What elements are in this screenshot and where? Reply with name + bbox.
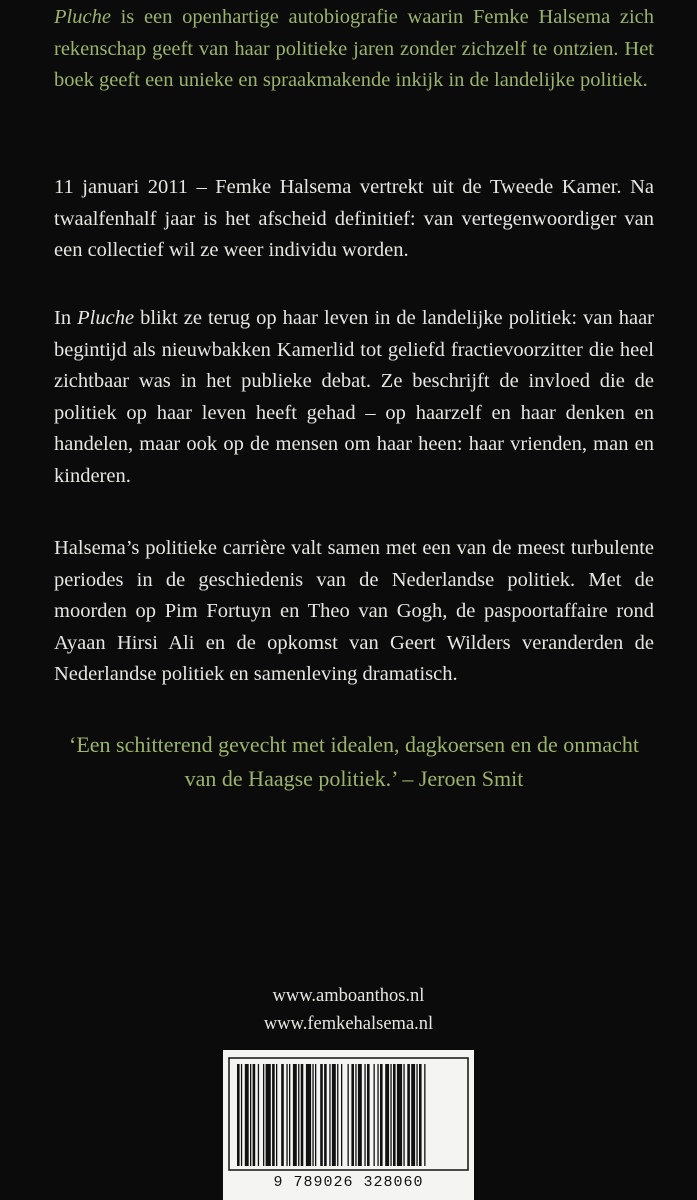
- paragraph-departure: 11 januari 2011 – Femke Halsema vertrekt uit de Tweede Kamer. Na twaalfenhalf jaar is het afscheid definitief: van vertegenwoordiger van een collectief wil ze weer individu worden.: [54, 176, 654, 261]
- barcode-bar: [374, 1064, 375, 1166]
- paragraph-reflection-lead: In: [54, 307, 78, 329]
- barcode-bar: [320, 1064, 323, 1166]
- barcode-bar: [286, 1064, 287, 1166]
- barcode-bar: [332, 1064, 336, 1166]
- paragraph-reflection: [54, 303, 654, 492]
- barcode-bar: [407, 1064, 410, 1166]
- barcode-bar: [385, 1064, 389, 1166]
- barcode-bar: [390, 1064, 391, 1166]
- website-url-author[interactable]: www.femkehalsema.nl: [263, 1014, 434, 1034]
- barcode-bar: [397, 1064, 402, 1166]
- barcode-bar: [424, 1064, 425, 1166]
- barcode-bar: [337, 1064, 338, 1166]
- barcode-bar: [276, 1064, 277, 1166]
- barcode-bar: [348, 1064, 349, 1166]
- barcode-bar: [355, 1064, 356, 1166]
- barcode-bar: [250, 1064, 251, 1166]
- barcode-bar: [298, 1064, 299, 1166]
- barcode-bar: [241, 1064, 242, 1166]
- website-list: [0, 982, 697, 1038]
- intro-paragraph: [54, 2, 654, 97]
- barcode-bar: [364, 1064, 365, 1166]
- barcode-bar: [266, 1064, 271, 1166]
- isbn-number: 9 789026 328060: [273, 1174, 424, 1191]
- intro-text: is een openhartige autobiografie waarin Femke Halsema zich rekenschap geeft van haar politieke jaren zonder zichzelf te ontzien. Het boek geeft een unieke en spraakmakende inkijk in de landelijke politiek.: [54, 6, 654, 91]
- barcode-bars: [223, 1050, 474, 1174]
- barcode-bar: [419, 1064, 422, 1166]
- barcode-bar: [411, 1064, 415, 1166]
- barcode-bar: [329, 1064, 330, 1166]
- barcode-bar: [358, 1064, 362, 1166]
- barcode-bar: [367, 1064, 370, 1166]
- barcode-bar: [301, 1064, 304, 1166]
- barcode-bar: [253, 1064, 256, 1166]
- barcode-bar: [315, 1064, 316, 1166]
- barcode-bar: [258, 1064, 259, 1166]
- barcode-bar: [237, 1064, 240, 1166]
- website-url-publisher[interactable]: www.amboanthos.nl: [272, 986, 425, 1006]
- barcode-bar: [245, 1064, 249, 1166]
- barcode-bar: [263, 1064, 264, 1166]
- barcode-bar: [293, 1064, 297, 1166]
- paragraph-reflection-book-title: Pluche: [77, 307, 135, 329]
- barcode-bar: [380, 1064, 383, 1166]
- barcode-bar: [306, 1064, 311, 1166]
- isbn-barcode: [223, 1050, 474, 1200]
- barcode-bar: [272, 1064, 275, 1166]
- barcode-bar: [312, 1064, 313, 1166]
- review-quote: ‘Een schitterend gevecht met idealen, dagkoersen en de onmacht van de Haagse politiek.’ – Jeroen Smit: [69, 732, 639, 791]
- barcode-bar: [289, 1064, 290, 1166]
- barcode-bar: [416, 1064, 417, 1166]
- barcode-bar: [403, 1064, 404, 1166]
- barcode-bar: [393, 1064, 396, 1166]
- barcode-bar: [281, 1064, 284, 1166]
- barcode-bar: [324, 1064, 327, 1166]
- barcode-bar: [341, 1064, 342, 1166]
- paragraph-career: Halsema’s politieke carrière valt samen met een van de meest turbulente periodes in de geschiedenis van de Nederlandse politiek. Met de moorden op Pim Fortuyn en Theo van Gogh, de paspoortaffaire rond Ayaan Hirsi Ali en de opkomst van Geert Wilders veranderden de Nederlandse politiek en samenleving dramatisch.: [54, 537, 654, 685]
- barcode-bar: [351, 1064, 354, 1166]
- intro-book-title: Pluche: [54, 6, 111, 28]
- paragraph-reflection-text: blikt ze terug op haar leven in de landelijke politiek: van haar begintijd als nieuwbakken Kamerlid tot geliefd fractievoorzitter die heel zichtbaar was in het publieke debat. Ze beschrijft de invloed die de politiek op haar leven heeft gehad – op haarzelf en haar denken en handelen, maar ook op de mensen om haar heen: haar vrienden, man en kinderen.: [54, 307, 654, 487]
- barcode-bar: [377, 1064, 378, 1166]
